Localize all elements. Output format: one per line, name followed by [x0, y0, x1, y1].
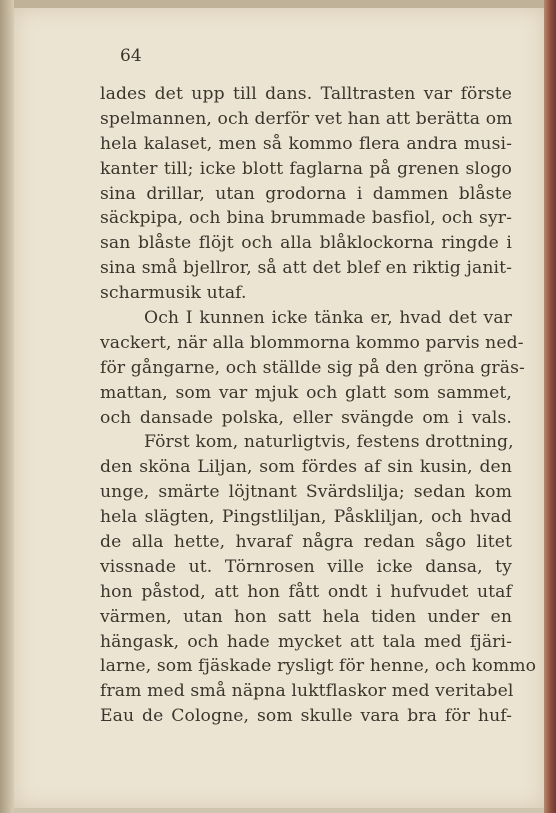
text-line: Eau de Cologne, som skulle vara bra för huf- [100, 706, 512, 727]
text-line: för gångarne, och ställde sig på den gröna gräs- [100, 357, 525, 378]
text-line: vissnade ut. Törnrosen ville icke dansa, ty [100, 556, 512, 577]
text-line: hängask, och hade mycket att tala med fjäri- [100, 631, 512, 652]
page-number: 64 [120, 46, 142, 66]
text-line: och dansade polska, eller svängde om i vals. [100, 407, 512, 428]
text-line: hela kalaset, men så kommo flera andra musi- [100, 133, 512, 154]
page-top-edge [0, 0, 556, 8]
text-line: Först kom, naturligtvis, festens drottning, [144, 432, 514, 453]
book-cover-edge [544, 0, 556, 813]
text-line: scharmusik utaf. [100, 283, 247, 304]
book-spine-edge [0, 0, 14, 813]
text-line: de alla hette, hvaraf några redan sågo litet [100, 532, 512, 553]
text-line: vackert, när alla blommorna kommo parvis ned- [100, 332, 524, 353]
text-line: den sköna Liljan, som fördes af sin kusin, den [100, 457, 512, 478]
text-line: larne, som fjäskade rysligt för henne, och kommo [100, 656, 537, 677]
page-text [100, 82, 537, 729]
text-line: lades det upp till dans. Talltrasten var förste [100, 84, 512, 104]
text-line: Och I kunnen icke tänka er, hvad det var [144, 308, 512, 329]
text-line: hela slägten, Pingstliljan, Påskliljan, och hvad [100, 507, 512, 528]
text-line: säckpipa, och bina brummade basfiol, och syr- [100, 208, 512, 229]
text-line: spelmannen, och derför vet han att berätta om [100, 108, 513, 129]
text-line: fram med små näpna luktflaskor med veritabel [100, 681, 514, 702]
text-line: hon påstod, att hon fått ondt i hufvudet utaf [100, 581, 512, 602]
text-line: mattan, som var mjuk och glatt som sammet, [100, 382, 512, 403]
text-line: unge, smärte löjtnant Svärdslilja; sedan kom [100, 482, 512, 503]
text-line: värmen, utan hon satt hela tiden under en [100, 606, 512, 627]
text-line: kanter till; icke blott faglarna på grenen slogo [100, 158, 512, 179]
text-line: sina små bjellror, så att det blef en riktig janit- [100, 258, 512, 279]
text-line: sina drillar, utan grodorna i dammen blåste [100, 183, 512, 204]
text-line: san blåste flöjt och alla blåklockorna ringde i [100, 233, 512, 254]
